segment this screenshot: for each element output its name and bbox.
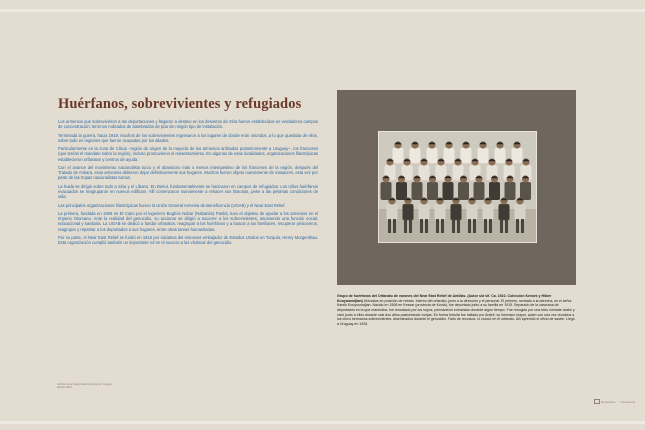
person-body bbox=[467, 204, 478, 220]
article-title: Huérfanos, sobrevivientes y refugiados bbox=[58, 96, 302, 112]
person-body bbox=[478, 148, 489, 163]
caption-text: Ubicados en posición de retrato. Interno del orfanato, junto a la dirección y el personal. El primero, sentado a la derecha, es el señor Kareik Kouyoumdjian. Nacido en 1908 en Kessar (provincia de Konia), fue deportado junto a su familia en 1915. Separado de la caravana de deportados en la que marchaba, fue rescatado por los suyos, permaneció extraviado durante algún tiempo. Fue recogido por una tribu nómade árabe y vivió junto a ellos durante casi dos años pastoreando ovejas. En forma fortuita fue hallado por André, su hermano mayor, quien con una vez reunidos a los cinco hermanos sobrevivientes, diseminados durante el genocidio. Falto de recursos, lo colocó en el orfanato. Allí aprendió el oficio de sastre. Llegó a Uruguay en 1928. bbox=[337, 298, 575, 326]
person-body bbox=[512, 148, 523, 163]
person-body bbox=[483, 204, 494, 220]
paragraph: Los armenios que sobrevivieron a las deportaciones y llegaron a destino en los desiertos de Siria fueron establecidos en verdaderos campos de concentración: terrenos rodeados de alambrados de púa sin ningún tipo de instalación. bbox=[58, 119, 318, 130]
paragraph: Con el avance del movimiento nacionalista turco y el abandono más o menos intempestivo de los franceses de la región, después del Tratado de Ankara, esos armenios debieron dejar definitivamente sus hogares. Muchos fueron objeto nuevamente de masacres, esta vez por parte de las tropas nacionalistas turcas. bbox=[58, 164, 318, 181]
person-body bbox=[443, 182, 454, 200]
person-body bbox=[520, 182, 531, 200]
paragraph: Particularmente en la zona de Cilicia –región de origen de la mayoría de los armenios arribados posteriormente a Uruguay–, los franceses (que tenían el mandato sobre la región), incluso promovieron el reasentamiento. En algunas de esas localidades, organizaciones filantrópicas establecieron orfanatos y centros de ayuda. bbox=[58, 146, 318, 162]
person-body bbox=[387, 204, 398, 220]
person-body bbox=[451, 204, 462, 220]
logo-montevideo: Montevideo bbox=[594, 399, 615, 404]
person-body bbox=[495, 148, 506, 163]
credit-note: Archivo de la Colectividad Armenia del Uruguay Edición 2015 bbox=[57, 383, 112, 390]
person-body bbox=[499, 204, 510, 220]
person-body bbox=[412, 182, 423, 200]
paragraph: Terminada la guerra, hacia 1918, muchos de los sobrevivientes regresaron a los lugares de donde eran oriundos, a lo que quedaba de ellos, sobre todo en regiones que fueron ocupadas por los aliados. bbox=[58, 132, 318, 143]
person-body bbox=[458, 182, 469, 200]
logo-intendencia: Intendencia bbox=[620, 399, 635, 404]
person-body bbox=[419, 204, 430, 220]
person-body bbox=[393, 148, 404, 163]
article bbox=[58, 96, 318, 249]
person-body bbox=[427, 182, 438, 200]
paragraph: Por su parte, el Near East Relief se fundó en 1915 por iniciativa del entonces embajador de Estados Unidos en Turquía, Henry Morgenthau. Esta organización cumplió también un importante rol en el socorro a las víctimas del genocidio. bbox=[58, 234, 318, 246]
person-body bbox=[444, 148, 455, 163]
person-body bbox=[410, 148, 421, 163]
caption-title: Grupo de huérfanos del Orfanato de varones del Near East Relief de Antilías. (Autor s/d s/f. Ca. 1922. Colección Kevork y Hilker Kouyoumdjian) bbox=[337, 294, 552, 303]
paragraph: Las principales organizaciones filantrópicas fueron la Unión General Armenia de Beneficencia (UGAB) y el Near East Relief. bbox=[58, 202, 286, 208]
photo-caption bbox=[337, 294, 576, 327]
logo-mark-icon bbox=[594, 399, 600, 404]
person-body bbox=[474, 182, 485, 200]
paragraph: La primera, fundada en 1906 en El Cairo por el ingeniero Boghós Nubar (Nabarián) Pashá, tuvo el objetivo de ayudar a los armenios en el Imperio Otomano. Ante la realidad del genocidio, su accionar se dirigió a socorrer a los sobrevivientes, asumiendo una función social, educacional y sanitaria. La UGAB se dedicó a fundar orfanatos, reagrupar a los huérfanos y a buscar a los familiares, recuperar prisioneros, reagrupar y repatriar a los deportados a sus hogares, entre otras tareas humanitarias. bbox=[58, 210, 318, 232]
person-body bbox=[489, 182, 500, 200]
person-body bbox=[381, 182, 392, 200]
person-body bbox=[427, 148, 438, 163]
person-body bbox=[396, 182, 407, 200]
person-body bbox=[505, 182, 516, 200]
bottom-rule bbox=[0, 421, 645, 424]
paragraph: La huida se dirigió sobre todo a Siria y el Líbano. En Beirut, fundamentalmente se hacinaron en campos de refugiados. Los niños huérfanos evacuados se reagruparon en nuevos edificios. Allí comenzaron nuevamente a rehacer sus historias, pese a las pésimas condiciones de vida. bbox=[58, 183, 318, 200]
person-body bbox=[403, 204, 414, 220]
person-body bbox=[435, 204, 446, 220]
sponsor-logos bbox=[594, 399, 635, 404]
person-body bbox=[515, 204, 526, 220]
person-body bbox=[461, 148, 472, 163]
orphans-group-photo bbox=[378, 131, 537, 243]
top-rule bbox=[0, 9, 645, 12]
